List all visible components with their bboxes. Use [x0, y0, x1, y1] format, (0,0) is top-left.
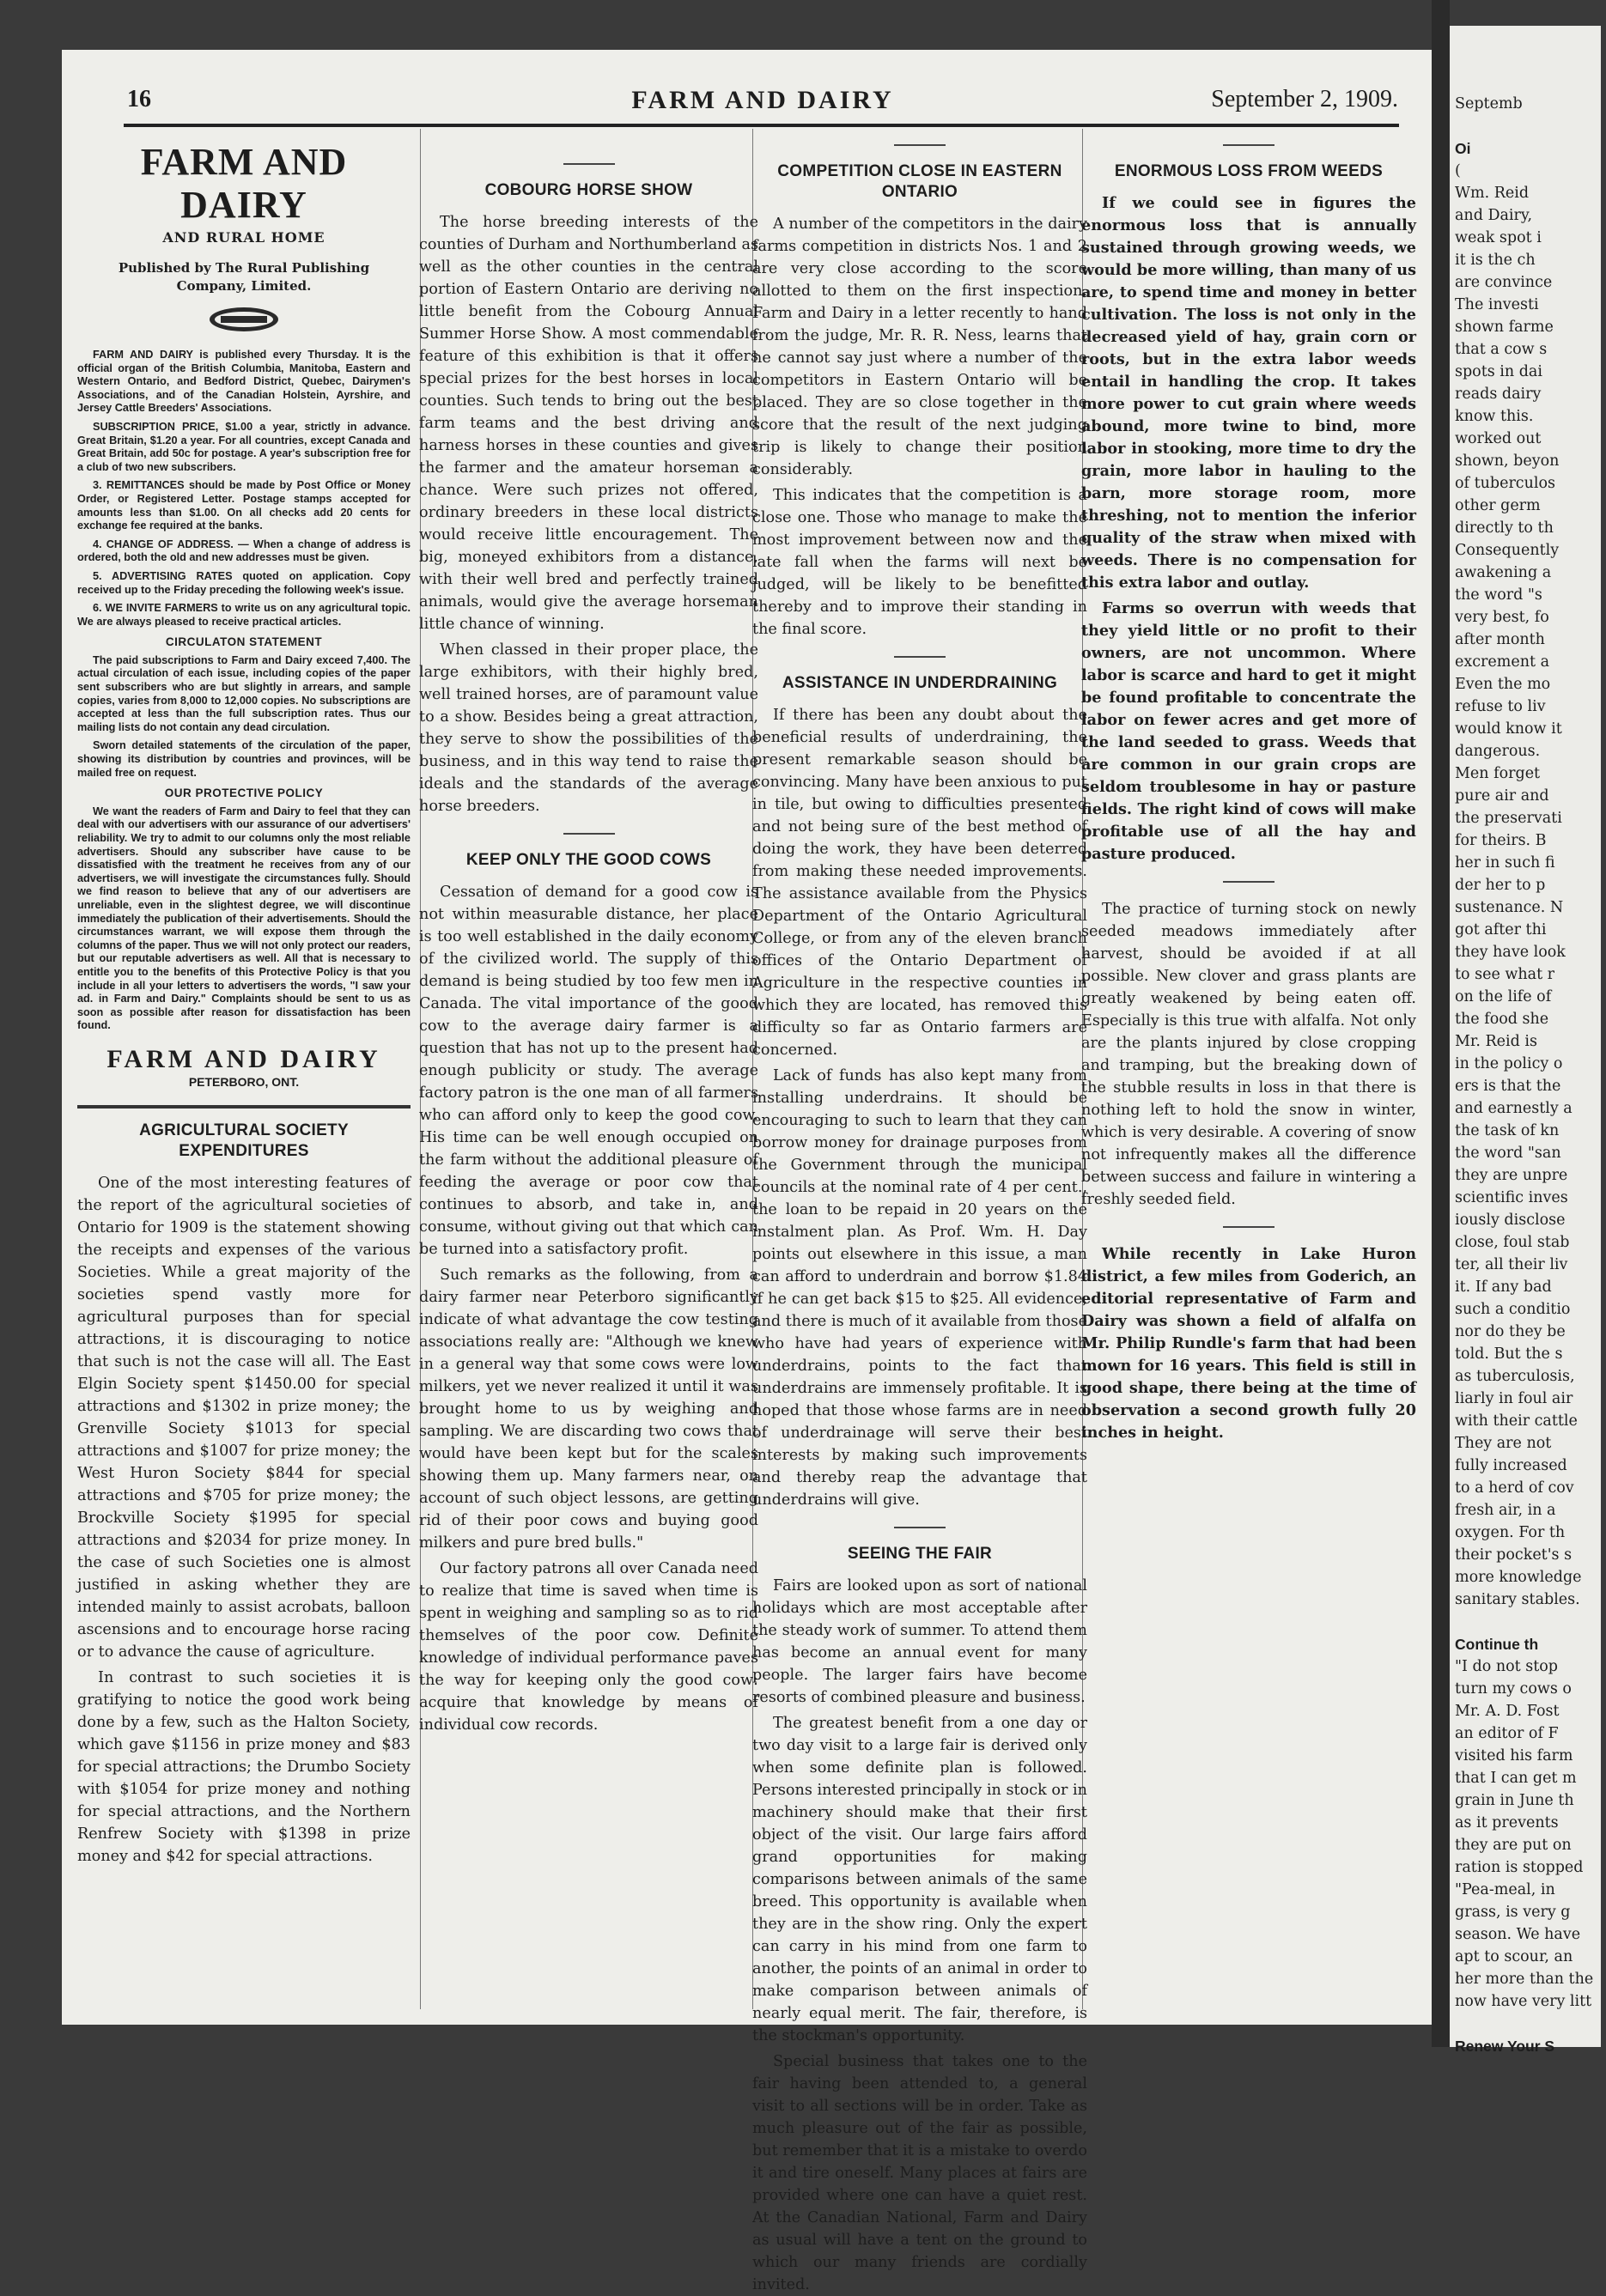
article-separator [563, 163, 615, 165]
next-page-line: sanitary stables. [1455, 1591, 1580, 1608]
next-page-line: iously disclose [1455, 1212, 1566, 1229]
article-separator [1223, 144, 1274, 146]
next-page-edge [1450, 26, 1601, 2055]
article-heading: SEEING THE FAIR [847, 1545, 993, 1563]
notice-paragraph: 5. ADVERTISING RATES quoted on application. Copy received up to the Friday preceding the following week's issue. [77, 569, 411, 596]
next-page-line: excrement a [1455, 653, 1549, 671]
next-page-line: for theirs. B [1455, 832, 1547, 849]
next-page-line: the preservati [1455, 810, 1562, 827]
next-page-line [1455, 2013, 1606, 2035]
notice-paragraph: 6. WE INVITE FARMERS to write us on any agricultural topic. We are always pleased to receive practical articles. [77, 602, 411, 628]
next-page-line: got after thi [1455, 921, 1547, 938]
next-page-line: their pocket's s [1455, 1546, 1573, 1564]
article-heading: AGRICULTURAL SOCIETY EXPENDITURES [139, 1121, 349, 1160]
next-page-line: Mr. A. D. Fost [1455, 1703, 1560, 1720]
next-page-line: more knowledge [1455, 1569, 1582, 1586]
header-rule [124, 124, 1399, 127]
next-page-line: know this. [1455, 408, 1534, 425]
next-page-line: such a conditio [1455, 1301, 1571, 1318]
article-paragraph: Fairs are looked upon as sort of national holidays which are most acceptable after the steady work of summer. To attend them has become an annual event for many people. The larger fairs have become resorts of combined pleasure and business. [752, 1577, 1087, 1706]
next-page-line: Septemb [1455, 95, 1523, 112]
next-page-line: visited his farm [1455, 1747, 1573, 1765]
next-page-line: Oi [1455, 140, 1471, 157]
article-paragraph: The practice of turning stock on newly seeded meadows immediately after harvest, should be avoided if at all possible. New clover and grass plants are greatly weakened by being eaten off. Especially is this true with alfalfa. Not only are the plants injured by close cropping and tramping, but the breaking down of the stubble results in loss in that there is nothing left to hold the snow in winter, which is very desirable. A covering of snow not infrequently makes all the difference between success and failure in wintering a freshly seeded field. [1081, 901, 1416, 1208]
next-page-line: shown, beyon [1455, 453, 1560, 470]
next-page-line: the task of kn [1455, 1122, 1560, 1139]
notice-paragraph: FARM AND DAIRY is published every Thursday. It is the official organ of the British Columbia, Manitoba, Eastern and Western Ontario, and Bedford District, Quebec, Dairymen's Associations, and of the Canadian Holstein, Ayrshire, and Jersey Cattle Breeders' Associations. [77, 349, 411, 415]
next-page-line: oxygen. For th [1455, 1524, 1566, 1541]
publisher-line: Published by The Rural Publishing Company, Limited. [118, 260, 370, 294]
next-page-line: ( [1455, 162, 1461, 179]
next-page-line: scientific inves [1455, 1189, 1568, 1206]
next-page-line: awakening a [1455, 564, 1552, 581]
issue-date: September 2, 1909. [1211, 86, 1398, 112]
article-paragraph: Special business that takes one to the fair having been attended to, a general visit to all sections will be in order. Take as much pleasure out of the fair as possible, but remember that it is a mistake to overdo it and tire oneself. Many places at fairs are provided where one can have a quiet rest. At the Canadian National, Farm and Dairy as usual will have a tent on the ground to which our many friends are cordially invited. [752, 2053, 1087, 2293]
next-page-line: pure air and [1455, 787, 1549, 805]
next-page-line: weak spot i [1455, 229, 1542, 246]
next-page-line: grain in June th [1455, 1792, 1574, 1809]
article-heading: COMPETITION CLOSE IN EASTERN ONTARIO [777, 162, 1062, 201]
next-page-line: The investi [1455, 296, 1539, 313]
circulation-paragraph: The paid subscriptions to Farm and Dairy exceed 7,400. The actual circulation of each issue, including copies of the paper sent subscribers who are but slightly in arrears, and sample copies, varies from 8,000 to 12,000 copies. No subscriptions are accepted at less than the full subscription rates. Thus our mailing lists do not contain any dead circulation. [77, 653, 411, 733]
next-page-line: refuse to liv [1455, 698, 1546, 715]
next-page-line: grass, is very g [1455, 1904, 1571, 1921]
article-paragraph: This indicates that the competition is a close one. Those who manage to make the most improvement between now and the late fall when the farms will next be judged, will be likely to be benefitted thereby and to improve their standing in the final score. [752, 487, 1087, 638]
masthead-subtitle: AND RURAL HOME [162, 229, 325, 246]
next-page-line: they are unpre [1455, 1167, 1568, 1184]
running-title: FARM AND DAIRY [631, 86, 894, 114]
gutter-shadow [1432, 0, 1450, 2047]
next-page-line: close, foul stab [1455, 1234, 1570, 1251]
ornament-icon [205, 302, 283, 337]
next-page-line: on the life of [1455, 988, 1552, 1005]
article-heading: KEEP ONLY THE GOOD COWS [465, 851, 712, 869]
next-page-line: in the policy o [1455, 1055, 1563, 1072]
running-head [127, 82, 1398, 125]
next-page-line: directly to th [1455, 519, 1554, 537]
next-page-line: They are not [1455, 1435, 1552, 1452]
next-page-line: to see what r [1455, 966, 1555, 983]
article-separator [563, 833, 615, 835]
column-4 [1081, 129, 1416, 2026]
next-page-line: would know it [1455, 720, 1562, 738]
next-page-line: now have very litt [1455, 1993, 1592, 2010]
next-page-line: the word "s [1455, 586, 1542, 604]
next-page-line: fully increased [1455, 1457, 1567, 1474]
next-page-line: turn my cows o [1455, 1680, 1572, 1698]
next-page-line: Continue th [1455, 1636, 1539, 1653]
next-page-line: they have look [1455, 944, 1566, 961]
next-page-line: as tuberculosis, [1455, 1368, 1575, 1385]
next-page-line: Even the mo [1455, 676, 1551, 693]
next-page-line: Mr. Reid is [1455, 1033, 1537, 1050]
next-page-line: it. If any bad [1455, 1279, 1552, 1296]
next-page-line: of tuberculos [1455, 475, 1555, 492]
next-page-line: liarly in foul air [1455, 1390, 1573, 1407]
article-paragraph: The horse breeding interests of the counties of Durham and Northumberland as well as the other counties in the central portion of Eastern Ontario are deriving no little benefit from the Cobourg Annual Summer Horse Show. A most commendable feature of this exhibition is that it offers special prizes for the best horses in local counties. Such tends to bring out the best farm teams and the best driving and harness horses in these counties and gives the farmer and the amateur horseman a chance. Were such prizes not offered, ordinary breeders in these local districts would receive little encouragement. The big, moneyed exhibitors from a distance, with their well bred and perfectly trained animals, would give the average horseman little chance of winning. [419, 214, 758, 633]
next-page-line: Wm. Reid [1455, 185, 1530, 202]
next-page-line: it is the ch [1455, 252, 1536, 269]
article-paragraph: Such remarks as the following, from a dairy farmer near Peterboro significantly indicate of what advantage the cow testing associations really are: "Although we knew in a general way that some cows were low milkers, yet we never realized it until it was brought home to us by weighing and sampling. We are discarding two cows that would have been kept but for the scales showing them up. Many farmers near, on account of such object lessons, are getting rid of their poor cows and buying good milkers and pure bred bulls." [419, 1266, 758, 1552]
article-paragraph: Farms so overrun with weeds that they yield little or no profit to their owners, are not uncommon. Where labor is scarce and hard to get it might be found profitable to concentrate the labor on fewer acres and get more of the land seeded to grass. Weeds that are common in our grain crops are seldom troublesome in hay or pasture fields. The right kind of cows will make profitable use of all the hay and pasture produced. [1081, 599, 1416, 863]
next-page-line: and earnestly a [1455, 1100, 1573, 1117]
masthead-location: PETERBORO, ONT. [188, 1074, 300, 1089]
article-paragraph: Cessation of demand for a good cow is not within measurable distance, her place is too well established in the daily economy of the civilized world. The supply of this demand is being studied by too few men in Canada. The vital importance of the good cow to the average dairy farmer is a question that has not up to the present had enough publicity or study. The average factory patron is the one man of all farmers who can afford only to keep the good cow. His time can be well enough occupied on the farm without the additional pleasure of feeding the average or poor cow that continues to absorb, and take in, and consume, without giving out that which can be turned into a satisfactory profit. [419, 884, 758, 1258]
article-separator [1223, 881, 1274, 883]
article-separator [1223, 1226, 1274, 1228]
article-paragraph: When classed in their proper place, the large exhibitors, with their highly bred, well trained horses, are of paramount value to a show. Besides being a great attraction, they serve to show the possibilities of the business, and in this way tend to raise the ideals and the standards of the average horse breeders. [419, 641, 758, 815]
next-page-line: the word "san [1455, 1145, 1561, 1162]
article-separator [894, 144, 946, 146]
publication-notices [77, 349, 411, 1033]
article-paragraph: In contrast to such societies it is gratifying to notice the good work being done by a few, such as the Halton Society, which gave $1156 in prize money and $83 for special attractions; the Drumbo Society with $1054 for prize money and nothing for special attractions, and the Northern Renfrew Society with $1398 in prize money and $42 for special attractions. [77, 1668, 411, 1865]
next-page-line: other germ [1455, 497, 1541, 514]
next-page-line: to a herd of cov [1455, 1479, 1574, 1497]
next-page-line: as it prevents [1455, 1814, 1559, 1831]
circulation-paragraph: Sworn detailed statements of the circulation of the paper, showing its distribution by countries and provinces, will be mailed free on request. [77, 739, 411, 779]
next-page-line: Renew Your S [1455, 2038, 1555, 2055]
next-page-line: sustenance. N [1455, 899, 1564, 916]
next-page-line: ter, all their liv [1455, 1256, 1568, 1273]
article-paragraph: Our factory patrons all over Canada need to realize that time is saved when time is spent in weighing and sampling so as to rid themselves of the poor cow. Definite knowledge of individual performance paves the way for keeping only the good cow: acquire that knowledge by means of individual cow records. [419, 1560, 758, 1734]
next-page-line: her more than the [1455, 1971, 1594, 1988]
next-page-line: Men forget [1455, 765, 1541, 782]
next-page-line [1455, 115, 1606, 137]
article-separator [894, 1527, 946, 1528]
article-paragraph: One of the most interesting features of the report of the agricultural societies of Ontario for 1909 is the statement showing the receipts and expenses of the various Societies. While a great majority of the societies spend vastly more for agricultural purposes than for special attractions, it is discouraging to notice that such is not the case will all. The East Elgin Society spent $1450.00 for special attractions and $1302 in prize money; the Grenville Society $1013 for special attractions and $1007 for prize money; the West Huron Society $844 for special attractions and $705 for prize money; the Brockville Society $1995 for special attractions and $2034 for prize money. In the case of such Societies one is almost justified in asking whether they are intended mainly to assist acrobats, balloon ascensions and to encourage horse racing or to advance the cause of agriculture. [77, 1174, 411, 1661]
next-page-line: after month [1455, 631, 1545, 648]
column-3 [752, 129, 1087, 2293]
next-page-line: season. We have [1455, 1926, 1581, 1943]
next-page-line: apt to scour, an [1455, 1948, 1573, 1965]
next-page-line: and Dairy, [1455, 207, 1533, 224]
article-paragraph: A number of the competitors in the dairy farms competition in districts Nos. 1 and 2 are very close according to the score allotted to them on the first inspection. Farm and Dairy in a letter recently to hand from the judge, Mr. R. R. Ness, learns that he cannot say just where a number of the competitors in Eastern Ontario will be placed. They are so close together in the score that the result of the next judging trip is likely to change their position considerably. [752, 216, 1087, 478]
article-heading: COBOURG HORSE SHOW [484, 181, 693, 199]
article-paragraph: If there has been any doubt about the beneficial results of underdraining, the present remarkable season should be convincing. Many have been anxious to put in tile, but owing to difficulties presented and not being sure of the best method of doing the work, they have been deterred from making these needed improvements. The assistance available from the Physics Department of the Ontario Agricultural College, or from any of the eleven branch offices of the Ontario Department of Agriculture in the respective counties in which they are located, has removed this difficulty so far as Ontario farmers are concerned. [752, 707, 1087, 1059]
next-page-line: that I can get m [1455, 1770, 1577, 1787]
circulation-heading: CIRCULATON STATEMENT [165, 635, 323, 649]
next-page-line: der her to p [1455, 877, 1546, 894]
notice-paragraph: 3. REMITTANCES should be made by Post Office or Money Order, or Registered Letter. Postage stamps accepted for amounts less than $1.00. On all checks add 20 cents for exchange fee required at the banks. [77, 479, 411, 532]
next-page-line: her in such fi [1455, 854, 1555, 872]
next-page-line: spots in dai [1455, 363, 1542, 380]
article-paragraph: If we could see in figures the enormous loss that is annually sustained through growing weeds, we would be more willing, than many of us are, to spend time and money in better cultivation. The loss is not only in the decreased yield of hay, grain corn or roots, but in the extra labor weeds entail in handling the crop. It takes more power to cut grain where weeds abound, more twine to bind, more labor in stooking, more time to dry the grain, more labor in hauling to the barn, more storage room, more threshing, not to mention the inferior quality of the straw when mixed with weeds. There is no compensation for this extra labor and outlay. [1081, 194, 1416, 592]
next-page-line: the food she [1455, 1011, 1549, 1028]
newspaper-page [62, 50, 1432, 2293]
next-page-line: fresh air, in a [1455, 1502, 1556, 1519]
next-page-line: they are put on [1455, 1837, 1572, 1854]
next-page-line: reads dairy [1455, 386, 1542, 403]
next-page-line: "Pea-meal, in [1455, 1881, 1555, 1898]
policy-paragraph: We want the readers of Farm and Dairy to feel that they can deal with our advertisers with our assurance of our advertisers' reliability. We try to admit to our columns only the most reliable advertisers. Should any subscriber have cause to be dissatisfied with the treatment he receives from any of our advertisers, we will investigate the circumstances fully. Should we find reason to believe that any of our advertisers are unreliable, even in the slightest degree, we will discontinue immediately the publication of their advertisements. Should the circumstances warrant, we will expose them through the columns of the paper. Thus we will not only protect our readers, but our reputable advertisers as well. All that is necessary to entitle you to the benefits of this Protective Policy is that you include in all your letters to advertisers the words, "I saw your ad. in Farm and Dairy." Complaints should be sent to us as soon as possible after reason for dissatisfaction has been found. [77, 805, 411, 1032]
article-paragraph: Lack of funds has also kept many from installing underdrains. It should be encouraging to such to learn that they can borrow money for drainage purposes from the Government through the municipal councils at the nominal rate of 4 per cent., the loan to be repaid in 20 years on the instalment plan. As Prof. Wm. H. Day points out elsewhere in this issue, a man can afford to underdrain and borrow $1.84 if he can get back $15 to $25. All evidence, and there is much of it available from those who have had years of experience with underdrains, points to the fact that underdrains are immensely profitable. It is hoped that those whose farms are in need of underdrainage will serve their best interests by making such improvements and thereby reap the advantage that underdrains will give. [752, 1067, 1087, 1509]
next-page-line: ration is stopped [1455, 1859, 1584, 1876]
policy-heading: OUR PROTECTIVE POLICY [164, 787, 324, 800]
article-paragraph: While recently in Lake Huron district, a few miles from Goderich, an editorial representative of Farm and Dairy was shown a field of alfalfa on Mr. Philip Rundle's farm that had been mown for 16 years. This field is still in good shape, there being at the time of observation a second growth fully 20 inches in height. [1081, 1245, 1416, 1442]
next-page-text [1450, 26, 1606, 2057]
article-heading: ASSISTANCE IN UNDERDRAINING [782, 674, 1058, 692]
article-paragraph: The greatest benefit from a one day or two day visit to a large fair is derived only when some definite plan is followed. Persons interested principally in stock or in machinery should make that their first object of the visit. Our large fairs afford grand opportunities for making comparisons between animals of the same breed. This opportunity is available when they are in the show ring. Only the expert can carry in his mind from one farm to another, the points of an animal in order to make comparison between animals of nearly equal merit. The fair, therefore, is the stockman's opportunity. [752, 1715, 1087, 2044]
masthead-footer-title: FARM AND DAIRY [106, 1044, 381, 1073]
next-page-line: are convince [1455, 274, 1553, 291]
page-number: 16 [127, 86, 151, 112]
column-2 [419, 129, 758, 2026]
article-heading: ENORMOUS LOSS FROM WEEDS [1114, 162, 1384, 180]
next-page-line: shown farme [1455, 319, 1554, 336]
next-page-line: with their cattle [1455, 1412, 1578, 1430]
next-page-line: Consequently [1455, 542, 1560, 559]
next-page-line: an editor of F [1455, 1725, 1559, 1742]
next-page-line: "I do not stop [1455, 1658, 1558, 1675]
notice-paragraph: SUBSCRIPTION PRICE, $1.00 a year, strictly in advance. Great Britain, $1.20 a year. For all countries, except Canada and Great Britain, add 50c for postage. A year's subscription free for a club of two new subscribers. [77, 420, 411, 473]
masthead-title: FARM AND DAIRY [140, 141, 348, 226]
next-page-line: very best, fo [1455, 609, 1549, 626]
article-separator [894, 656, 946, 658]
next-page-line: nor do they be [1455, 1323, 1566, 1340]
section-rule [77, 1105, 411, 1109]
next-page-line: told. But the s [1455, 1345, 1563, 1363]
next-page-line: that a cow s [1455, 341, 1548, 358]
next-page-line: dangerous. [1455, 743, 1541, 760]
next-page-line: worked out [1455, 430, 1542, 447]
next-page-line [1455, 1611, 1606, 1633]
column-1 [77, 136, 411, 1871]
notice-paragraph: 4. CHANGE OF ADDRESS. — When a change of address is ordered, both the old and new addresses must be given. [77, 538, 411, 564]
next-page-line: ers is that the [1455, 1078, 1561, 1095]
